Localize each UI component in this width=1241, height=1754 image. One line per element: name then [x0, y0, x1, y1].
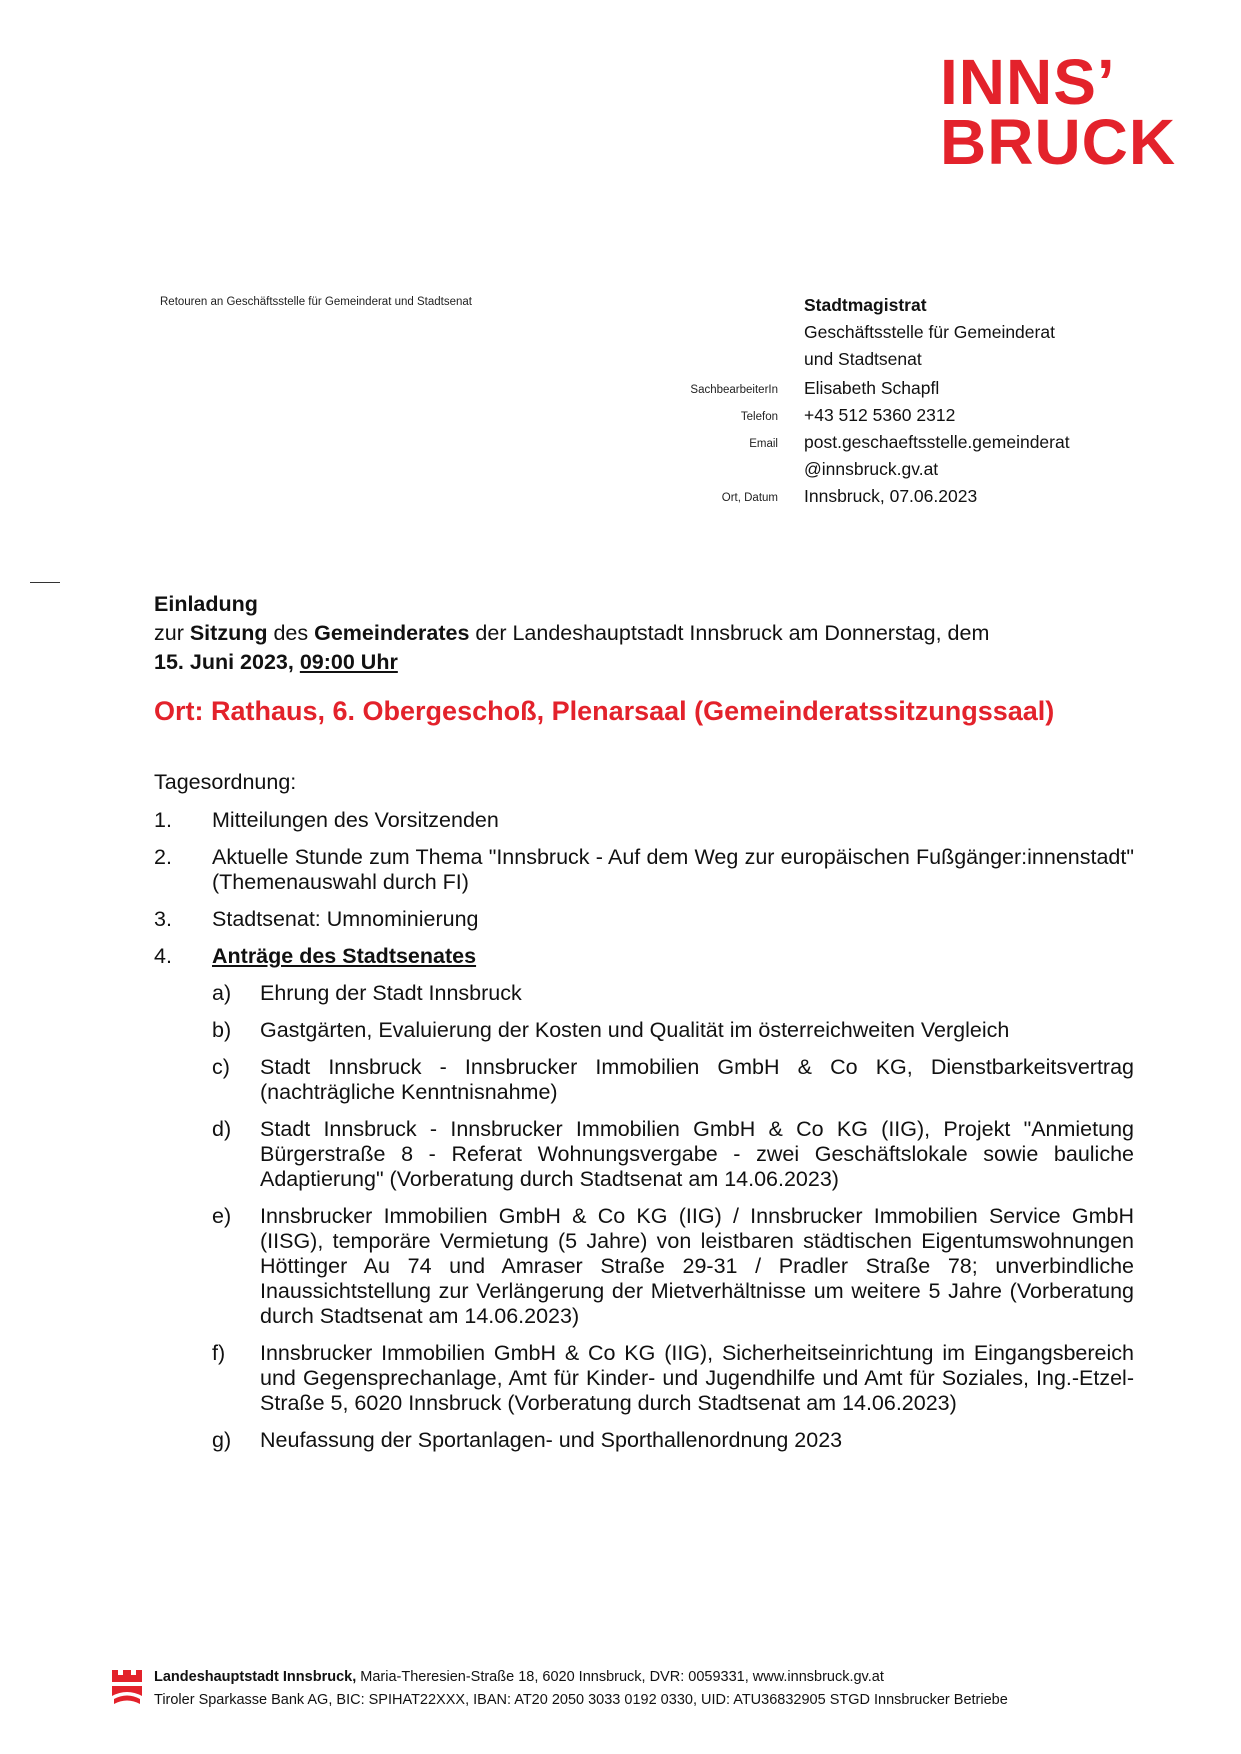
agenda-subitem-letter: a)	[212, 981, 232, 1005]
footer-city-name: Landeshauptstadt Innsbruck,	[154, 1669, 357, 1685]
agenda-subitem-letter: f)	[212, 1341, 226, 1365]
footer-bank-details: Tiroler Sparkasse Bank AG, BIC: SPIHAT22XXX, IBAN: AT20 2050 3033 0192 0330, UID: ATU36832905 STGD Innsbrucker Betriebe	[154, 1692, 1008, 1708]
value-telefon: +43 512 5360 2312	[804, 405, 956, 425]
label-telefon: Telefon	[740, 411, 778, 423]
label-ort-datum: Ort, Datum	[721, 492, 778, 504]
agenda-item-text: Stadtsenat: Umnominierung	[212, 907, 479, 931]
agenda-subitem-text: Ehrung der Stadt Innsbruck	[260, 981, 522, 1005]
agenda-subitem	[212, 1018, 1134, 1043]
invitation-date: 15. Juni 2023,	[154, 650, 294, 674]
sender-block	[804, 292, 1055, 373]
agenda-subitem-letter: g)	[212, 1428, 232, 1452]
sender-dept-line-2: und Stadtsenat	[804, 349, 922, 369]
agenda-item-number: 2.	[154, 845, 172, 869]
footer-text	[154, 1666, 1008, 1712]
agenda-subitem-letter: b)	[212, 1018, 232, 1042]
innsbruck-logo	[940, 46, 1177, 178]
agenda-item-number: 1.	[154, 808, 172, 832]
agenda-subitem-text: Gastgärten, Evaluierung der Kosten und Qualität im österreichweiten Vergleich	[260, 1018, 1010, 1042]
sender-dept-line-1: Geschäftsstelle für Gemeinderat	[804, 322, 1055, 342]
agenda-title: Tagesordnung:	[154, 770, 297, 794]
agenda-item-text: Aktuelle Stunde zum Thema "Innsbruck - Auf dem Weg zur europäischen Fußgänger:innenstadt" (Themenauswahl durch FI)	[212, 845, 1134, 894]
agenda-item	[154, 907, 1134, 932]
agenda-subitem-text: Stadt Innsbruck - Innsbrucker Immobilien GmbH & Co KG (IIG), Projekt "Anmietung Bürgerstraße 8 - Referat Wohnungsvergabe - zwei Geschäftslokale sowie bauliche Adaptierung" (Vorberatung durch Stadtsenat am 14.06.2023)	[260, 1117, 1134, 1191]
agenda-subitem	[212, 1341, 1134, 1416]
city-emblem-icon	[110, 1666, 144, 1706]
logo-line-2: BRUCK	[940, 106, 1177, 178]
agenda-subitem-letter: c)	[212, 1055, 230, 1079]
agenda-subitem-text: Stadt Innsbruck - Innsbrucker Immobilien GmbH & Co KG, Dienstbarkeitsvertrag (nachträgliche Kenntnisnahme)	[260, 1055, 1134, 1104]
logo-line-1: INNS’	[940, 46, 1116, 118]
invitation-block	[154, 590, 1134, 677]
footer-address: Maria-Theresien-Straße 18, 6020 Innsbruck, DVR: 0059331, www.innsbruck.gv.at	[356, 1669, 884, 1685]
agenda-subitem-letter: d)	[212, 1117, 232, 1141]
agenda-item	[154, 808, 1134, 833]
agenda-subitem	[212, 1204, 1134, 1329]
agenda-item-text: Anträge des Stadtsenates	[212, 944, 477, 968]
agenda-item-number: 3.	[154, 907, 172, 931]
label-sachbearbeiterin: SachbearbeiterIn	[690, 384, 778, 396]
sender-org: Stadtmagistrat	[804, 295, 927, 315]
invitation-gemeinderat: Gemeinderates	[314, 621, 470, 645]
agenda-item-text: Mitteilungen des Vorsitzenden	[212, 808, 499, 832]
value-email[interactable]: post.geschaeftsstelle.gemeinderat	[804, 432, 1070, 452]
agenda-subitem-text: Innsbrucker Immobilien GmbH & Co KG (IIG), Sicherheitseinrichtung im Eingangsbereich und Gegensprechanlage, Amt für Kinder- und Jugendhilfe und Amt für Soziales, Ing.-Etzel-Straße 5, 6020 Innsbruck (Vorberatung durch Stadtsenat am 14.06.2023)	[260, 1341, 1134, 1415]
value-sachbearbeiterin: Elisabeth Schapfl	[804, 378, 940, 398]
fold-mark	[30, 582, 60, 583]
label-email: Email	[749, 438, 778, 450]
agenda-item-number: 4.	[154, 944, 172, 968]
invitation-sitzung: Sitzung	[189, 621, 268, 645]
agenda-subitem	[212, 1428, 1134, 1453]
return-address: Retouren an Geschäftsstelle für Gemeinderat und Stadtsenat	[160, 296, 472, 308]
invitation-time: 09:00 Uhr	[299, 650, 398, 674]
agenda-subitem	[212, 981, 1134, 1006]
agenda-item	[154, 845, 1134, 895]
invitation-text-3: der Landeshauptstadt Innsbruck am Donnerstag, dem	[469, 621, 990, 645]
agenda-subitem-letter: e)	[212, 1204, 232, 1228]
agenda-subitem-text: Neufassung der Sportanlagen- und Sporthallenordnung 2023	[260, 1428, 843, 1452]
agenda-subitem	[212, 1055, 1134, 1105]
value-email-domain[interactable]: @innsbruck.gv.at	[804, 459, 939, 479]
invitation-text-2: des	[267, 621, 315, 645]
agenda-subitem	[212, 1117, 1134, 1192]
footer	[110, 1666, 1008, 1714]
agenda-item	[154, 944, 1134, 969]
agenda-subitem-text: Innsbrucker Immobilien GmbH & Co KG (IIG) / Innsbrucker Immobilien Service GmbH (IISG), temporäre Vermietung (5 Jahre) von leistbaren städtischen Eigentumswohnungen Höttinger Au 74 und Amraser Straße 29-31 / Pradler Straße 78; unverbindliche Inaussichtstellung zur Verlängerung der Mietverhältnisse um weitere 5 Jahre (Vorberatung durch Stadtsenat am 14.06.2023)	[260, 1204, 1134, 1328]
invitation-text-1: zur	[154, 621, 190, 645]
agenda-list	[154, 808, 1134, 1465]
invitation-title: Einladung	[154, 592, 258, 616]
value-ort-datum: Innsbruck, 07.06.2023	[804, 486, 978, 506]
meeting-location: Ort: Rathaus, 6. Obergeschoß, Plenarsaal (Gemeinderatssitzungssaal)	[154, 696, 1055, 726]
